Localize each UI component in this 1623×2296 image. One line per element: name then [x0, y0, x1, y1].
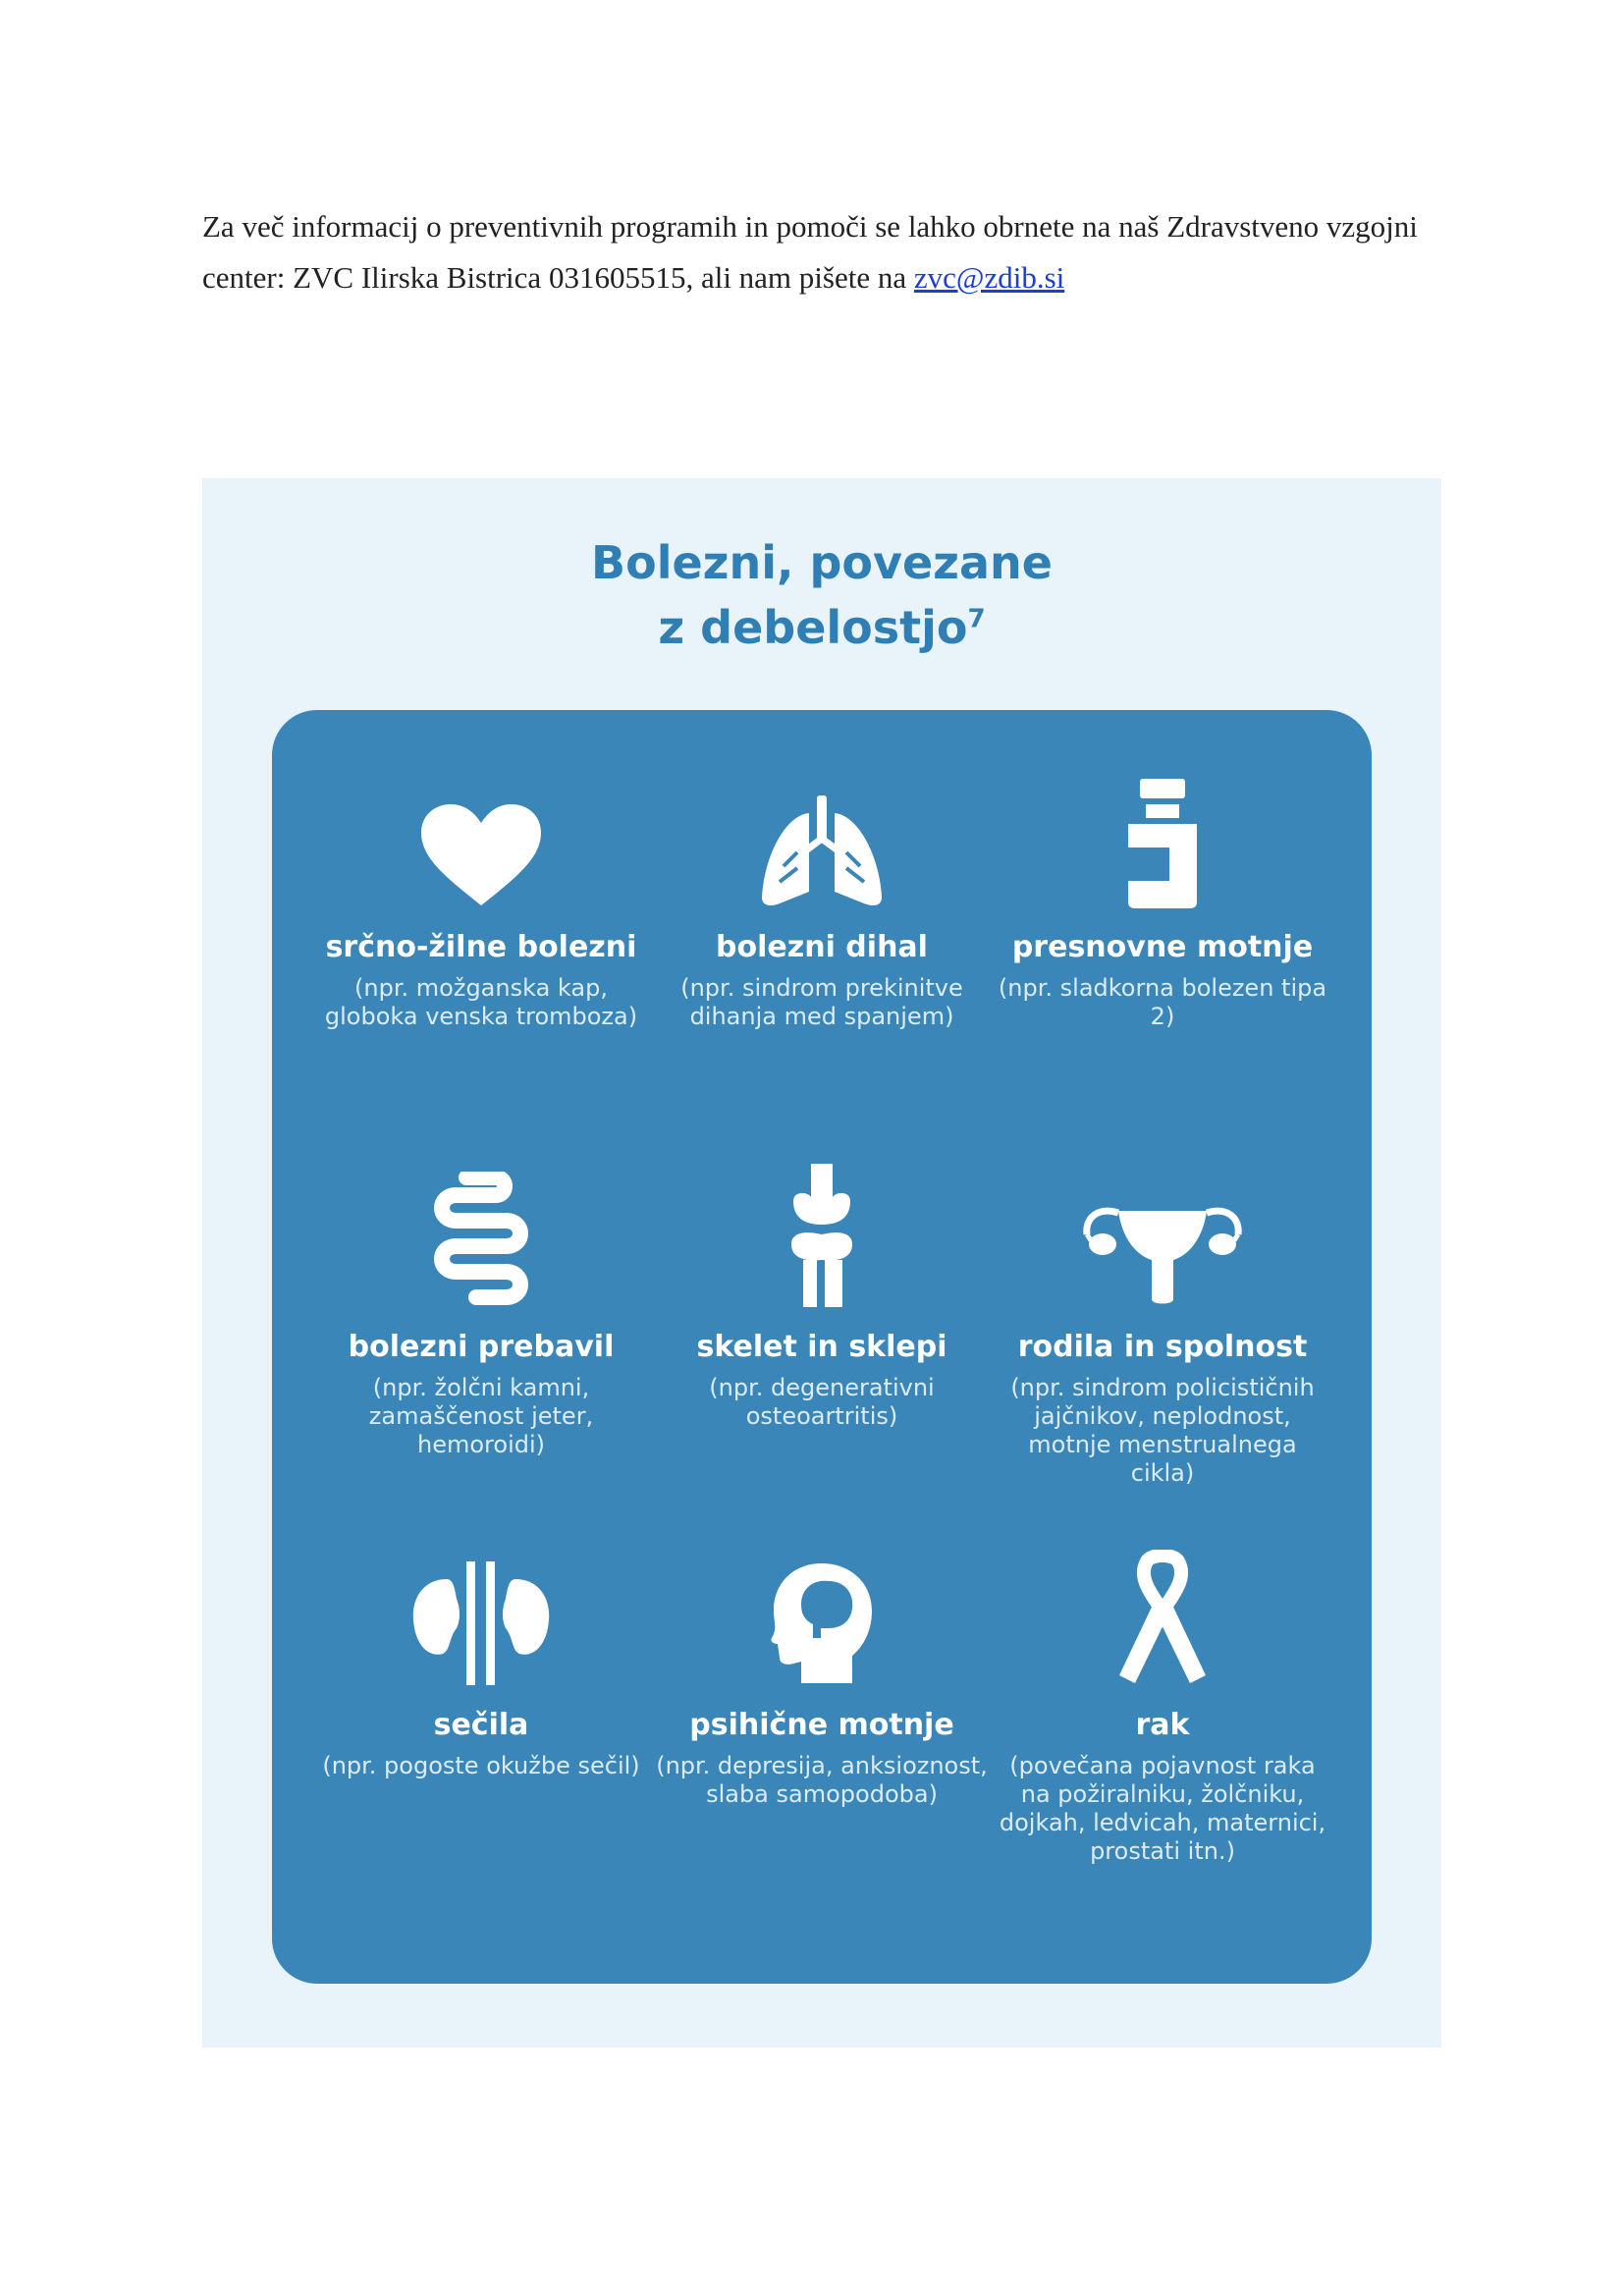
disease-item — [655, 1550, 989, 1809]
obesity-diseases-poster — [202, 478, 1441, 2048]
disease-description: (npr. možganska kap, globoka venska tromboza) — [324, 974, 638, 1030]
awareness-ribbon-icon — [1113, 1550, 1212, 1687]
intro-paragraph — [202, 201, 1439, 303]
email-link[interactable]: zvc@zdib.si — [913, 260, 1065, 295]
disease-name: psihične motnje — [689, 1708, 954, 1742]
disease-item — [314, 1172, 648, 1459]
head-brain-icon — [768, 1559, 876, 1687]
heart-icon — [417, 801, 545, 909]
disease-name: bolezni prebavil — [348, 1330, 615, 1364]
disease-description: (npr. depresija, anksioznost, slaba samopodoba) — [656, 1752, 988, 1808]
disease-description: (povečana pojavnost raka na požiralniku, žolčniku, dojkah, ledvicah, maternici, prostati itn.) — [999, 1752, 1326, 1865]
diseases-panel — [272, 710, 1372, 1984]
disease-item — [314, 1550, 648, 1780]
disease-item — [655, 1172, 989, 1431]
disease-item — [996, 772, 1329, 1031]
poster-title-line1: Bolezni, povezane — [591, 536, 1053, 589]
disease-description: (npr. sindrom policističnih jajčnikov, neplodnost, motnje menstrualnega cikla) — [1010, 1374, 1315, 1487]
medicine-bottle-icon — [1118, 777, 1207, 909]
disease-description: (npr. žolčni kamni, zamaščenost jeter, hemoroidi) — [368, 1374, 594, 1458]
disease-description: (npr. pogoste okužbe sečil) — [322, 1752, 640, 1779]
uterus-icon — [1079, 1201, 1246, 1309]
disease-name: skelet in sklepi — [696, 1330, 947, 1364]
intro-text: Za več informacij o preventivnih programih in pomoči se lahko obrnete na naš Zdravstveno vzgojni center: ZVC Ilirska Bistrica 031605515, ali nam pišete na — [202, 209, 1418, 295]
disease-name: bolezni dihal — [716, 930, 928, 964]
intestine-icon — [427, 1172, 535, 1309]
knee-joint-icon — [778, 1162, 866, 1309]
poster-title — [202, 530, 1441, 660]
disease-description: (npr. sladkorna bolezen tipa 2) — [998, 974, 1327, 1030]
poster-title-line2: z debelostjo — [658, 601, 968, 654]
kidneys-icon — [407, 1559, 555, 1687]
disease-item — [655, 772, 989, 1031]
disease-item — [996, 1550, 1329, 1866]
title-footnote-marker: 7 — [967, 604, 986, 634]
disease-name: presnovne motnje — [1011, 930, 1314, 964]
disease-description: (npr. degenerativni osteoartritis) — [709, 1374, 935, 1430]
disease-name: rak — [1135, 1708, 1190, 1742]
disease-name: sečila — [433, 1708, 529, 1742]
disease-item — [314, 772, 648, 1031]
disease-item — [996, 1172, 1329, 1488]
disease-name: rodila in spolnost — [1017, 1330, 1308, 1364]
disease-name: srčno-žilne bolezni — [325, 930, 637, 964]
lungs-icon — [758, 792, 886, 909]
disease-description: (npr. sindrom prekinitve dihanja med spanjem) — [680, 974, 963, 1030]
